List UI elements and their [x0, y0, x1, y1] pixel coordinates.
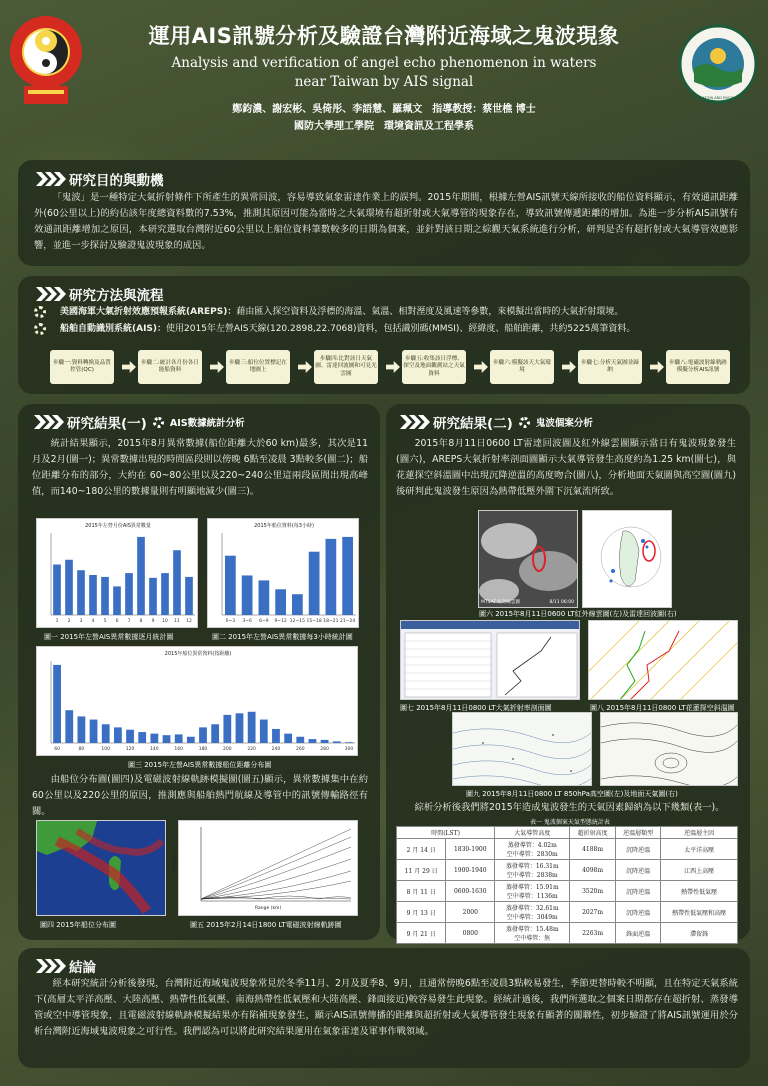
figure-9-surface-chart: [600, 712, 738, 786]
table-cell: 2263m: [570, 923, 615, 944]
table-cell: 蒸發導管：15.48m 空中導管：無: [495, 923, 570, 944]
method-line-areps: [60, 306, 750, 319]
table-cell: 蒸發導管：15.91m 空中導管：1136m: [495, 881, 570, 902]
chart-tick-label: 7: [127, 619, 131, 624]
table-cell: 11 月 29 日: [397, 860, 446, 881]
chart-tick-label: 3~6: [242, 619, 252, 624]
chart-title: 2015年左營月份AIS異常數量: [85, 523, 151, 529]
table-cell: 沉降逆溫: [615, 881, 660, 902]
section-results-2-heading: [400, 412, 593, 432]
chart-tick-label: 10: [162, 619, 168, 624]
figure-2-hourly-chart: [207, 518, 359, 628]
logo-right-text: INFORMATION AND ENGINEERING: [688, 96, 748, 100]
chart-bar: [296, 737, 304, 743]
table-cell: 9 月 21 日: [397, 923, 446, 944]
table-cell: 鋒面逆溫: [615, 923, 660, 944]
chart-tick-label: 120: [125, 747, 135, 752]
table-row: [397, 839, 738, 860]
chart-tick-label: 200: [223, 747, 232, 752]
figure-7-refractivity-profile: [400, 620, 580, 700]
chart-bar: [309, 739, 317, 743]
figure-5-ylabel: Height (m): [171, 849, 177, 872]
section-subtitle: AIS數據統計分析: [169, 418, 245, 429]
chart-bar: [211, 724, 219, 743]
section-title: 研究方法與流程: [69, 288, 164, 304]
chart-tick-label: 100: [101, 747, 111, 752]
table-cell: 4188m: [570, 839, 615, 860]
chart-tick-label: 6~9: [259, 619, 269, 624]
authors: 鄭鈞濃、謝宏彬、吳倚彤、李語慧、羅珮文 指導教授：蔡世樵 博士: [232, 104, 536, 115]
emblem-logo-left: [8, 12, 84, 110]
chart-tick-label: 180: [198, 747, 208, 752]
section-title: 研究結果(一): [67, 416, 147, 432]
section-title: 研究目的與動機: [69, 173, 164, 189]
flow-step: 步驟三:船位位置標記在地圖上: [226, 350, 290, 384]
affiliation: 國防大學理工學院 環境資訊及工程學系: [294, 121, 474, 132]
chart-bar: [284, 734, 292, 743]
conclusion-text: 經本研究統計分析後發現，台灣附近海域鬼波現象常見於冬季11月、2月及夏季8、9月，且通常傍晚6點至凌晨3點較易發生，季節更替時較不明顯，且在特定天氣系統下(高層太平洋高壓、大陸高壓、熱帶性低氣壓、南海熱帶性低氣壓和大陸高壓、鋒面接近)較容易發生此現象。經統計過後，我們所選取之個案日期都存在超折射、蒸發導管或空中導管現象，且電磁波射線軌跡模擬結果亦有陷補現象發生，顯示AIS訊號傳播的距離與超折射或大氣導管發生現象有顯著的關聯性，初步驗證了將AIS訊號運用於分析台灣附近海域鬼波現象之可行性。我們認為可以將此研究結果運用在氣象雷達及軍事作戰領域。: [34, 978, 738, 1037]
chart-tick-label: 6: [115, 619, 119, 624]
table-cell: 沉降逆溫: [615, 839, 660, 860]
chart-bar: [161, 573, 169, 615]
table-row: [397, 860, 738, 881]
table-header-cell: 超折射高度: [570, 827, 615, 839]
table-cell: 1830-1900: [446, 839, 495, 860]
ais-label: 船舶自動識別系統(AIS)：: [60, 324, 167, 334]
chart-bar: [53, 665, 61, 743]
flow-step: 步驟八:電磁波射線軌跡模擬分析AIS訊號: [666, 350, 730, 384]
figure-4-ship-map: [36, 820, 166, 916]
table-header-cell: 逆溫層主因: [661, 827, 738, 839]
chevron-right-icon: [400, 415, 427, 429]
title-en-2: near Taiwan by AIS signal: [294, 74, 474, 90]
table-header-cell: 逆溫層類型: [615, 827, 660, 839]
chart-bar: [173, 550, 181, 615]
chart-tick-label: 3: [79, 619, 83, 624]
table-caption: 表一 鬼波個案天氣型態統計表: [530, 819, 610, 826]
figure-3-distance-chart: [36, 646, 358, 756]
chart-bar: [187, 737, 195, 743]
chart-bar: [342, 537, 353, 615]
chart-bar: [321, 740, 329, 743]
table-cell: 9 月 13 日: [397, 902, 446, 923]
section-conclusion-heading: [36, 956, 96, 976]
table-cell: 江西上高壓: [661, 860, 738, 881]
chart-bar: [138, 732, 146, 743]
chart-tick-label: 12: [186, 619, 192, 624]
chart-bar: [326, 539, 337, 615]
areps-text: 藉由匯入探空資料及浮標的海溫、氣溫、相對溼度及風速等參數，來模擬出當時的大氣折射環境。: [236, 307, 624, 317]
chart-bar: [137, 537, 145, 615]
figure-8-skew-t: [588, 620, 738, 700]
figure-2-caption: 圖二 2015年左營AIS異常數據每3小時統計圖: [212, 633, 353, 641]
hourly-bar-chart: [208, 519, 359, 628]
chevron-right-icon: [36, 959, 63, 973]
chart-tick-label: 5: [103, 619, 107, 624]
motivation-text: 「鬼波」是一種特定大氣折射條件下所產生的異常回波，容易導致氣象雷達作業上的誤判。2015年期間，根據左營AIS訊號天線所接收的船位資料顯示，有效通訊距離外(60公里以上)的約佔該年度總資料數的7.53%，推測其原因可能為當時之大氣環境有超折射或大氣導管的現象存在，導致訊號傳遞距離的增加。為進一步分析AIS訊號有效通訊距離增加之原因，本研究選取台灣附近60公里以上船位資料筆數較多的日期為個案，並針對該日期之綜觀天氣系統進行分析，研判是否有超折射或大氣導管效應影響，並進一步探討及驗證鬼波現象的成因。: [34, 192, 738, 251]
figure-1-caption: 圖一 2015年左營AIS異常數據逐月統計圖: [44, 633, 174, 641]
chart-tick-label: 9: [151, 619, 155, 624]
figure-4-caption: 圖四 2015年船位分布圖: [40, 921, 117, 929]
title-zh: 運用AIS訊號分析及驗證台灣附近海域之鬼波現象: [148, 24, 620, 48]
weather-summary-table: [396, 826, 738, 944]
section-subtitle: 鬼波個案分析: [535, 418, 593, 429]
chart-bar: [333, 741, 341, 743]
flow-step: 步驟二:統計各月份各日能船資料: [138, 350, 202, 384]
table-cell: 熱帶性低氣壓和高壓: [661, 902, 738, 923]
table-cell: 熱帶性低氣壓: [661, 881, 738, 902]
table-header-cell: 時間(LST): [397, 827, 495, 839]
chart-bar: [175, 734, 183, 743]
chart-bar: [89, 575, 97, 615]
ais-text: 使用2015年左營AIS天線(120.2898,22.7068)資料，包括識別碼(MMSI)、經緯度、船舶距離，共約5225萬筆資料。: [166, 324, 636, 334]
department-logo-right: [678, 22, 758, 106]
flow-step: 步驟一:資料轉換及品質控管(QC): [50, 350, 114, 384]
chart-bar: [101, 577, 109, 615]
chart-bar: [163, 735, 171, 743]
flow-step: 步驟七:分析天氣圖並歸納: [578, 350, 642, 384]
section-results-1-heading: [34, 412, 245, 432]
gear-icon: [153, 417, 164, 428]
table-header-cell: 大氣導管高度: [495, 827, 570, 839]
chart-bar: [185, 577, 193, 615]
results-2-text-1: 2015年8月11日0600 LT雷達回波圖及紅外線雲圖顯示當日有鬼波現象發生(圖六)，AREPS大氣折射率剖面圖顯示大氣導管發生高度約為1.25 km(圖七)，與花蓮探空斜溫圖中出現沉降逆溫的高度吻合(圖八)，分析地面天氣圖與高空圖(圖九)後研判此鬼波發生原因為熱帶低壓外圍下沉氣流所致。: [396, 438, 736, 497]
chart-bar: [149, 578, 157, 615]
method-line-ais: [60, 323, 750, 336]
results-2-text-2: 綜析分析後我們將2015年造成鬼波發生的天氣因素歸納為以下幾類(表一)。: [414, 802, 725, 813]
results-1-text-2: 由船位分布圖(圖四)及電磁波射線軌跡模擬圖(圖五)顯示，異常數據集中在約60公里以及220公里的原因，推測應與船舶熱門航線及導管中的訊號傳輸路徑有關。: [32, 774, 368, 817]
figure-6-caption: 圖六 2015年8月11日0600 LT紅外線雲圖(左)及雷達回波圖(右): [479, 610, 677, 618]
chart-bar: [126, 730, 134, 743]
table-cell: 8 月 11 日: [397, 881, 446, 902]
figure-9-caption: 圖九 2015年8月11日0800 LT 850hPa高空圖(左)及地面天氣圖(右): [466, 790, 678, 798]
table-cell: 蒸發導管：16.31m 空中導管：2838m: [495, 860, 570, 881]
table-cell: 蒸發導管：32.61m 空中導管：3049m: [495, 902, 570, 923]
chart-bar: [309, 552, 320, 615]
figure-5-xlabel: Range (km): [255, 906, 282, 911]
chart-bar: [114, 727, 122, 743]
table-row: [397, 923, 738, 944]
chart-bar: [199, 727, 207, 743]
chart-bar: [65, 560, 73, 615]
chart-tick-label: 11: [174, 619, 180, 624]
chart-tick-label: 8: [139, 619, 143, 624]
chart-tick-label: 260: [295, 747, 305, 752]
table-row: [397, 881, 738, 902]
chart-bar: [260, 720, 268, 743]
chevron-right-icon: [36, 287, 63, 301]
chart-tick-label: 1: [55, 619, 59, 624]
monthly-bar-chart: [37, 519, 198, 628]
table-cell: 滯留鋒: [661, 923, 738, 944]
chart-bar: [113, 586, 121, 615]
figure-1-monthly-chart: [36, 518, 198, 628]
figure-8-caption: 圖八 2015年8月11日0800 LT花蓮探空斜溫圖: [590, 704, 735, 712]
chart-tick-label: 80: [78, 747, 85, 752]
table-cell: 2 月 14 日: [397, 839, 446, 860]
figure-9-850hpa-chart: [452, 712, 592, 786]
chart-tick-label: 15~18: [306, 619, 322, 624]
chart-tick-label: 0~3: [225, 619, 236, 624]
flow-step: 步驟六:模擬該天大氣環境: [490, 350, 554, 384]
distance-bar-chart: [37, 647, 358, 756]
chart-bar: [77, 570, 85, 615]
title-en-1: Analysis and verification of angel echo phenomenon in waters: [171, 55, 597, 71]
chevron-right-icon: [34, 415, 61, 429]
section-motivation-heading: [36, 169, 164, 189]
chart-bar: [102, 724, 110, 743]
chart-tick-label: 240: [271, 747, 281, 752]
chevron-right-icon: [36, 172, 63, 186]
gear-icon: [34, 323, 46, 335]
table-cell: 蒸發導管：4.02m 空中導管：2830m: [495, 839, 570, 860]
chart-bar: [259, 580, 270, 615]
figure-7-caption: 圖七 2015年8月11日0800 LT大氣折射率剖面圖: [400, 704, 552, 712]
chart-bar: [225, 556, 236, 615]
chart-bar: [65, 710, 73, 743]
table-cell: 0800: [446, 923, 495, 944]
figure-6-satellite-image: [478, 510, 578, 608]
table-cell: 2027m: [570, 902, 615, 923]
table-cell: 太平洋高壓: [661, 839, 738, 860]
chart-bar: [242, 575, 253, 615]
chart-tick-label: 160: [174, 747, 183, 752]
table-cell: 0600-1630: [446, 881, 495, 902]
gear-icon: [519, 417, 530, 428]
chart-bar: [275, 589, 286, 615]
chart-tick-label: 300: [344, 747, 354, 752]
figure-5-caption: 圖五 2015年2月14日1800 LT電磁波射線軌跡圖: [190, 921, 342, 929]
section-title: 結論: [69, 960, 96, 976]
chart-tick-label: 2: [67, 619, 71, 624]
table-cell: 3520m: [570, 881, 615, 902]
chart-bar: [292, 594, 303, 615]
results-1-text-1: 統計結果顯示，2015年8月異常數據(船位距離大於60 km)最多，其次是11月及2月(圖一)；異常數據出現的時間區段則以傍晚 6點至凌晨 3點較多(圖二)；船位距離分布的部分，大約在 60~80公里以及220~240公里這兩段區間出現高峰值，而140~180公里的數據量則有明顯地減少(圖三)。: [32, 438, 368, 497]
chart-tick-label: 9~12: [274, 619, 287, 624]
chart-bar: [90, 720, 98, 743]
chart-tick-label: 220: [247, 747, 256, 752]
chart-tick-label: 21~24: [340, 619, 356, 624]
chart-bar: [150, 734, 158, 743]
flow-step: 步驟四:比對該日天氣圖、雷達回波圖和可見光雲圖: [314, 350, 378, 384]
satellite-time: 8/11 06:00: [549, 600, 574, 605]
table-cell: 1900-1940: [446, 860, 495, 881]
chart-bar: [223, 715, 231, 743]
chart-bar: [272, 729, 280, 743]
table-cell: 沉降逆溫: [615, 860, 660, 881]
section-title: 研究結果(二): [433, 416, 513, 432]
table-cell: 沉降逆溫: [615, 902, 660, 923]
chart-bar: [345, 742, 353, 743]
chart-tick-label: 18~21: [323, 619, 339, 624]
table-row: [397, 902, 738, 923]
chart-title: 2015年船位異常資料(按距離): [164, 651, 232, 657]
chart-bar: [125, 573, 133, 615]
flow-step: 步驟五:收集該日浮標、探空及地面觀測站之天氣資料: [402, 350, 466, 384]
figure-5-ray-trace: [178, 820, 358, 916]
table-cell: 2000: [446, 902, 495, 923]
chart-tick-label: 12~15: [289, 619, 305, 624]
table-cell: 4098m: [570, 860, 615, 881]
table-header-row: [397, 827, 738, 839]
chart-title: 2015年船位資料(每3小時): [254, 523, 314, 529]
chart-tick-label: 140: [150, 747, 159, 752]
section-method-heading: [36, 284, 164, 304]
chart-bar: [53, 565, 61, 615]
gear-icon: [34, 306, 46, 318]
chart-bar: [236, 713, 244, 743]
chart-tick-label: 60: [54, 747, 60, 752]
figure-6-radar-image: [582, 510, 672, 608]
areps-label: 美國海軍大氣折射效應預報系統(AREPS)：: [60, 307, 237, 317]
chart-bar: [78, 716, 86, 743]
figure-3-caption: 圖三 2015年左營AIS異常數據船位距離分布圖: [128, 761, 272, 769]
satellite-label: MTSAT 紅外線雲圖: [481, 600, 520, 605]
chart-tick-label: 280: [320, 747, 329, 752]
chart-bar: [248, 712, 256, 743]
chart-tick-label: 4: [91, 619, 95, 624]
